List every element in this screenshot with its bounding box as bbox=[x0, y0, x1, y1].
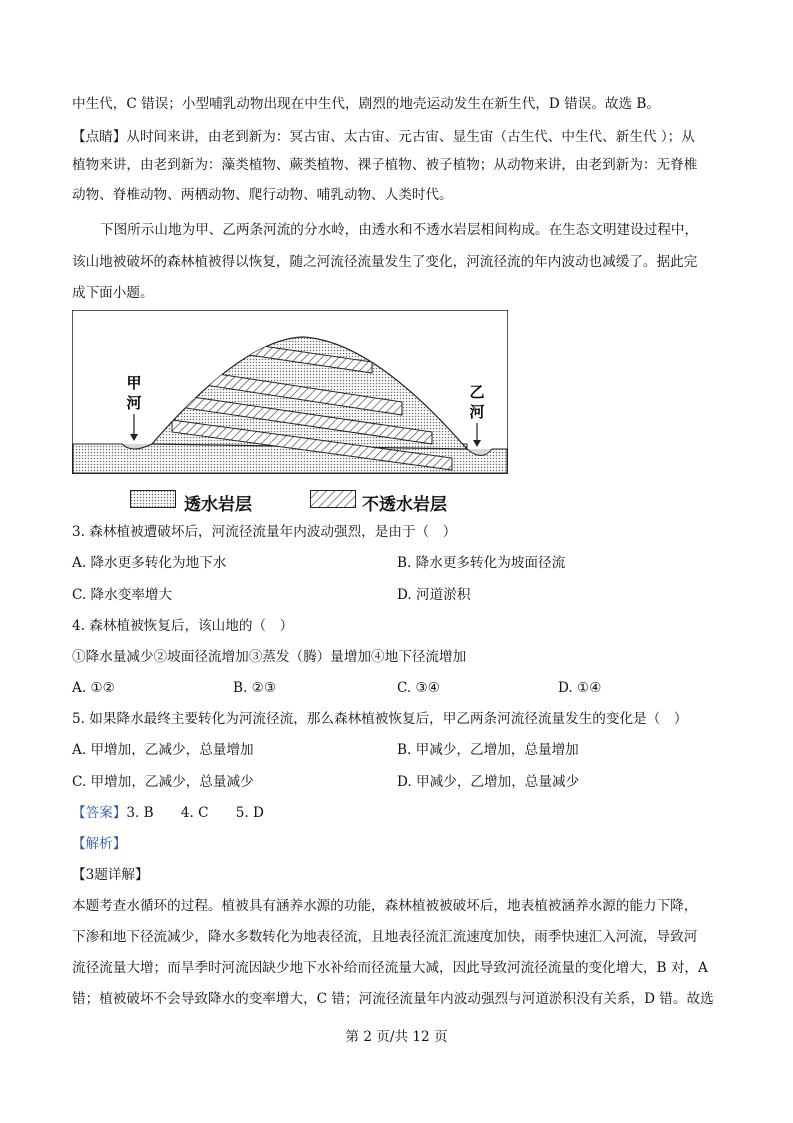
analysis-tag: 【解析】 bbox=[72, 836, 127, 852]
detail-tag: 【3题详解】 bbox=[72, 867, 149, 883]
page-footer: 第 2 页/共 12 页 bbox=[345, 1029, 448, 1045]
note-tag: 【点睛】 bbox=[72, 129, 127, 145]
impermeable-swatch bbox=[310, 490, 356, 508]
q5-option-d: D. 甲减少，乙增加，总量减少 bbox=[397, 774, 580, 790]
answer-line bbox=[72, 803, 264, 823]
q3-option-a: A. 降水更多转化为地下水 bbox=[72, 555, 227, 571]
note-text: 从时间来讲，由老到新为：冥古宙、太古宙、元古宙、显生宙（古生代、中生代、新生代 ）；从 bbox=[126, 129, 695, 145]
q4-items: ①降水量减少②坡面径流增加③蒸发（腾）量增加④地下径流增加 bbox=[72, 649, 467, 665]
explanation-line: 下渗和地下径流减少，降水多数转化为地表径流，且地表径流汇流速度加快，雨季快速汇入河流，导致河 bbox=[72, 929, 698, 945]
q3-option-b: B. 降水更多转化为坡面径流 bbox=[397, 555, 566, 571]
text-line: 动物、脊椎动物、两栖动物、爬行动物、哺乳动物、人类时代。 bbox=[72, 187, 453, 203]
q5-option-a: A. 甲增加，乙减少，总量增加 bbox=[72, 742, 254, 758]
legend-permeable: 透水岩层 bbox=[184, 495, 252, 515]
explanation-line: 错；植被破坏不会导致降水的变率增大，C 错；河流径流量年内波动强烈与河道淤积没有关系，D 错。故选 bbox=[72, 991, 714, 1007]
legend-impermeable: 不透水岩层 bbox=[362, 495, 447, 515]
text-line: 中生代，C 错误；小型哺乳动物出现在中生代，剧烈的地壳运动发生在新生代，D 错误。故选 B。 bbox=[72, 96, 660, 112]
text-line: 成下面小题。 bbox=[72, 285, 154, 301]
q3-option-d: D. 河道淤积 bbox=[397, 587, 471, 603]
left-river-label: 河 bbox=[126, 394, 142, 412]
q4-option-a: A. ①② bbox=[72, 680, 115, 696]
left-river-label: 甲 bbox=[126, 374, 142, 392]
text-line bbox=[72, 127, 695, 147]
right-river-label: 河 bbox=[469, 403, 485, 421]
q4-option-b: B. ②③ bbox=[233, 680, 277, 696]
q5-option-b: B. 甲减少，乙增加，总量增加 bbox=[397, 742, 579, 758]
answer-tag: 【答案】 bbox=[72, 805, 127, 821]
question-3-stem: 3. 森林植被遭破坏后，河流径流量年内波动强烈，是由于（ ） bbox=[72, 524, 457, 540]
permeable-swatch bbox=[130, 490, 176, 508]
q4-option-d: D. ①④ bbox=[558, 680, 602, 696]
text-line: 下图所示山地为甲、乙两条河流的分水岭，由透水和不透水岩层相间构成。在生态文明建设过程中， bbox=[100, 222, 699, 238]
watershed-cross-section bbox=[72, 310, 508, 474]
q5-option-c: C. 甲增加，乙减少，总量减少 bbox=[72, 774, 254, 790]
text-line: 该山地被破坏的森林植被得以恢复，随之河流径流量发生了变化，河流径流的年内波动也减缓了。据此完 bbox=[72, 254, 698, 270]
text-line: 植物来讲，由老到新为：藻类植物、蕨类植物、裸子植物、被子植物；从动物来讲，由老到新为：无脊椎 bbox=[72, 157, 698, 173]
q3-option-c: C. 降水变率增大 bbox=[72, 587, 173, 603]
explanation-line: 流径流量大增；而旱季时河流因缺少地下水补给而径流量大减，因此导致河流径流量的变化增大，B 对，A bbox=[72, 960, 708, 976]
explanation-line: 本题考查水循环的过程。植被具有涵养水源的功能，森林植被被破坏后，地表植被涵养水源的能力下降， bbox=[72, 898, 698, 914]
q4-option-c: C. ③④ bbox=[397, 680, 440, 696]
question-5-stem: 5. 如果降水最终主要转化为河流径流，那么森林植被恢复后，甲乙两条河流径流量发生的变化是（ ） bbox=[72, 711, 688, 727]
right-river-label: 乙 bbox=[469, 383, 485, 401]
question-4-stem: 4. 森林植被恢复后，该山地的（ ） bbox=[72, 618, 294, 634]
answer-values: 3. B 4. C 5. D bbox=[126, 805, 264, 821]
